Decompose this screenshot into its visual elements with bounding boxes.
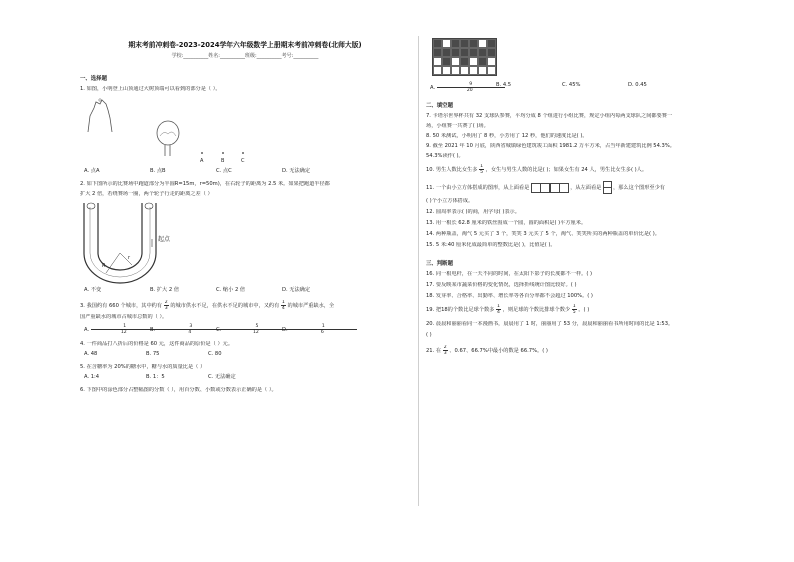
grid-cell <box>469 39 478 48</box>
question-21 <box>426 345 726 356</box>
question-10 <box>426 164 726 175</box>
question-7-line-1: 7. 卡塔尔世界杯共有 32 支球队参赛，平均分成 8 个组进行小组比赛，规定小组内每两支球队之间都要赛一 <box>426 113 673 119</box>
label-a: A <box>200 158 204 164</box>
tree-branches <box>160 132 176 136</box>
question-12: 12. 圆周率表示( )的商，用字母( )表示。 <box>426 209 520 216</box>
q6-option-b[interactable]: B. 4.5 <box>496 82 512 88</box>
q21-fraction: $\frac{2}{3}$ <box>443 345 447 357</box>
q3-option-d[interactable]: D. $\frac{1}{6}$ <box>282 324 348 335</box>
q5-option-b[interactable]: B. 1：5 <box>146 374 165 380</box>
grid-cell <box>460 66 469 75</box>
section-judge-heading: 三、判断题 <box>426 261 453 268</box>
q2-options <box>84 287 410 294</box>
q19-text-mid: ，则足球的个数比排球个数少 <box>502 307 571 314</box>
q11-text-pre: 11. 一个由小立方体搭成的图形，从上面看是 <box>426 185 530 192</box>
q2-option-b[interactable]: B. 扩大 2 倍 <box>150 287 180 293</box>
q2-option-a[interactable]: A. 不变 <box>84 287 102 293</box>
q10-text-post: ，女生与男生人数的比是( )；如果女生有 24 人，男生比女生多( )人。 <box>485 167 648 173</box>
grid-cell <box>469 48 478 57</box>
question-13: 13. 用一根长 62.8 厘米的铁丝围成一个圆，圆的面积是( )平方厘米。 <box>426 220 587 227</box>
q11-text-post: ，那么这个图形至少有 <box>613 185 665 192</box>
question-3-line-1 <box>80 300 410 311</box>
left-column <box>80 38 410 397</box>
q6-option-d[interactable]: D. 0.45 <box>628 82 647 88</box>
q3-fraction-2: $\frac{1}{4}$ <box>281 300 285 311</box>
q19-fraction-1: $\frac{1}{4}$ <box>497 304 500 316</box>
grid-cell <box>487 57 496 66</box>
track-inner <box>98 203 142 270</box>
question-11-line-2: ( )个小立方体搭成。 <box>426 198 474 205</box>
question-17: 17. 要反映某市蔬菜价格的变化情况，选择折线统计图比较好。( ) <box>426 282 577 289</box>
tree-crown <box>157 121 179 145</box>
q19-text-pre: 19. 把18的个数比足球个数多 <box>426 307 495 314</box>
grid-cell <box>451 57 460 66</box>
grid-cell <box>469 66 478 75</box>
q1-option-c[interactable]: C. 点C <box>216 168 232 174</box>
q19-fraction-2: $\frac{1}{5}$ <box>572 304 576 316</box>
question-15: 15. 5 米:40 厘米化成最简单的整数比是( )，比值是( )。 <box>426 242 556 249</box>
page-title: 期末考前冲刺卷-2023-2024学年六年级数学上册期末考前冲刺卷(北师大版) <box>128 41 362 49</box>
point-c <box>242 152 244 154</box>
q4-option-c[interactable]: C. 80 <box>208 351 222 357</box>
q3-text-pre: 3. 我国约有 660 个城市，其中约有 <box>80 303 163 309</box>
grid-cell <box>460 48 469 57</box>
label-c: C <box>241 158 245 164</box>
wheel-left <box>87 203 95 209</box>
section-choice-heading: 一、选择题 <box>80 76 107 82</box>
question-2-line-2: 扩大 2 倍，若绕赛场一圈，两个轮子行走的距离之差（ ） <box>80 191 213 197</box>
question-2-line-1: 2. 如下图所示的比赛场中跑道部分为半圆R=15m，r=50m)，在右轮子的距离为 2.5 米。如果把跑道半径都 <box>80 181 330 187</box>
question-20-line-2: ( ) <box>426 332 432 339</box>
grid-cell <box>442 66 451 75</box>
q2-option-c[interactable]: C. 缩小 2 倍 <box>216 287 246 293</box>
question-9-line-2: 54.3%读作( )。 <box>426 153 464 159</box>
track-illustration <box>80 201 280 285</box>
q6-shaded-grid <box>432 38 497 76</box>
grid-cell <box>433 48 442 57</box>
label-b: B <box>221 158 225 164</box>
question-11-line-1 <box>426 181 726 194</box>
q10-fraction: $\frac{1}{5}$ <box>480 164 483 175</box>
question-8: 8. 50 米测试，小明用了 8 秒，小芳用了 12 秒，他们的速度比是( )。 <box>426 133 588 139</box>
student-info-line: 学校:__________姓名:__________班级:__________考号:__________ <box>171 53 319 59</box>
person-icon <box>99 99 101 101</box>
q1-figure <box>80 96 410 166</box>
question-5: 5. 在含糖率为 20%的糖水中，糖与水的质量比是（ ） <box>80 364 206 370</box>
question-20-line-1: 20. 晨晨和丽丽看同一本漫画书，晨晨用了 1 时，丽丽用了 53 分，晨晨和丽丽看书所用时间的比是 1:53。 <box>426 321 674 328</box>
q1-option-b[interactable]: B. 点B <box>150 168 166 174</box>
q2-option-d[interactable]: D. 无法确定 <box>282 287 311 293</box>
q5-option-c[interactable]: C. 无法确定 <box>208 374 236 380</box>
start-label: 起点 <box>158 236 171 243</box>
section-fill-heading: 二、填空题 <box>426 103 453 109</box>
question-9-line-1: 9. 截至 2021 年 10 月底，陕西省城镇绿色建筑竣工面积 1981.2 万平方米，占当年新建建筑比例 54.3%。 <box>426 143 675 149</box>
grid-cell <box>478 48 487 57</box>
grid-cell <box>451 66 460 75</box>
grid-cell <box>442 39 451 48</box>
grid-cell <box>433 57 442 66</box>
q3-text-mid: 的城市供水不足，在供水不足的城市中，又约有 <box>170 303 280 309</box>
grid-cell <box>487 66 496 75</box>
label-R: R <box>102 263 106 269</box>
grid-cell <box>478 39 487 48</box>
q11-text-mid: ，从左面看是 <box>570 185 602 192</box>
question-18: 18. 发芽率、合格率、出勤率、增长率等各百分率都不会超过 100%。( ) <box>426 293 593 300</box>
grid-cell <box>442 48 451 57</box>
question-4: 4. 一件商品打八折后的价格是 60 元，这件商品的原价是（ ）元。 <box>80 341 234 347</box>
mountain-shape <box>88 100 112 132</box>
top-view-squares <box>531 185 569 191</box>
q5-options <box>84 374 410 381</box>
track-outer <box>84 203 156 283</box>
grid-cell <box>460 39 469 48</box>
mountain-tree-illustration <box>80 96 270 166</box>
right-column <box>426 38 726 359</box>
q19-text-post: 。( ) <box>578 307 590 314</box>
q6-options <box>430 82 726 93</box>
q3-option-c[interactable]: C. $\frac{5}{12}$ <box>216 324 282 335</box>
q6-option-c[interactable]: C. 45% <box>562 82 581 88</box>
q10-text-pre: 10. 男生人数比女生多 <box>426 167 478 173</box>
q1-option-d[interactable]: D. 无法确定 <box>282 168 311 174</box>
q21-text-post: 、0.67、66.7%中最小的数是 66.7%。( ) <box>449 348 548 355</box>
question-7-line-2: 场，小组赛一共赛了( )场。 <box>426 123 489 129</box>
point-a <box>201 152 203 154</box>
question-14: 14. 两种瓶盖，淘气 5 元买了 3 个，笑笑 3 元买了 5 个，淘气、笑笑所买的两种瓶盖的单价比是( )。 <box>426 231 660 238</box>
q3-option-b[interactable]: B. $\frac{3}{4}$ <box>150 324 216 335</box>
q4-option-b[interactable]: B. 75 <box>146 351 160 357</box>
column-divider <box>418 36 419 506</box>
q4-option-a[interactable]: A. 48 <box>84 351 98 357</box>
wheel-right <box>145 203 153 209</box>
grid-cell <box>487 39 496 48</box>
grid-cell <box>433 66 442 75</box>
grid-cell <box>442 57 451 66</box>
radius-r-line <box>120 253 132 265</box>
q3-fraction-1: $\frac{2}{3}$ <box>164 300 168 311</box>
q5-option-a[interactable]: A. 1:4 <box>84 374 100 380</box>
q1-options <box>84 168 410 175</box>
q3-text-post: 的城市严重缺水，全 <box>287 303 335 309</box>
question-3-line-2: 国严重缺水的城市占城市总数的（ ）。 <box>80 314 168 320</box>
q2-figure <box>80 201 410 285</box>
question-16: 16. 同一根电杆，在一天不同的时间，在太阳下影子的长度都不一样。( ) <box>426 271 593 278</box>
grid-cell <box>460 57 469 66</box>
left-view-squares <box>603 181 611 194</box>
q3-option-a[interactable]: A. $\frac{1}{12}$ <box>84 324 150 335</box>
question-1: 1. 如图，小明登上山顶通过大树顶端可以看到的部分是（ ）。 <box>80 86 221 92</box>
question-19 <box>426 304 726 315</box>
grid-cell <box>487 48 496 57</box>
grid-cell <box>469 57 478 66</box>
label-r: r <box>128 255 131 261</box>
track-lane <box>90 207 150 277</box>
q21-text-pre: 21. 在 <box>426 348 442 355</box>
q4-options <box>84 351 410 358</box>
point-b <box>222 152 224 154</box>
grid-cell <box>451 39 460 48</box>
grid-cell <box>451 48 460 57</box>
q3-options <box>84 324 410 335</box>
q1-option-a[interactable]: A. 点A <box>84 168 100 174</box>
grid-cell <box>478 57 487 66</box>
question-6: 6. 下图中的涂色部分占整幅图的分数（ ），用百分数、小数或分数表示正确的是（ ）。 <box>80 387 277 393</box>
grid-cell <box>433 39 442 48</box>
q6-option-a[interactable]: A. $\frac{9}{20}$ <box>430 82 496 93</box>
grid-cell <box>478 66 487 75</box>
